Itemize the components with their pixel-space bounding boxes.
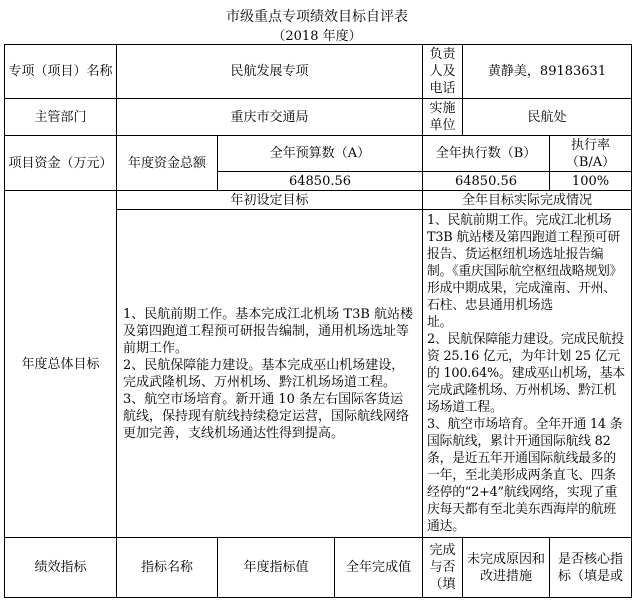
dept-value: 重庆市交通局 [117,99,423,136]
annual-fund-label: 年度资金总额 [117,136,218,191]
budget-value: 64850.56 [218,172,423,191]
perf-col-name: 指标名称 [117,538,218,598]
project-name-value: 民航发展专项 [117,45,423,99]
perf-col-target: 年度指标值 [218,538,335,598]
goal-label: 年度总体目标 [5,191,117,538]
evaluation-table [4,44,632,598]
responsible-label: 负责人及电话 [423,45,463,99]
perf-col-actual: 全年完成值 [335,538,423,598]
rate-label: 执行率（B/A） [550,136,632,172]
impl-unit-label: 实施单位 [423,99,463,136]
initial-goal-header: 年初设定目标 [117,191,423,210]
perf-col-reason: 未完成原因和改进措施 [463,538,550,598]
initial-goal-text: 1、民航前期工作。基本完成江北机场 T3B 航站楼及第四跑道工程预可研报告编制，通用机场选址等前期工作。 2、民航保障能力建设。基本完成巫山机场建设，完成武隆机场、万州机场、黔江机场场道工程。 3、航空市场培育。新开通 10 条左右国际客货运航线，保持现有航线持续稳定运营，国际航线网络更加完善，支线机场通达性得到提高。 [117,210,423,538]
impl-unit-value: 民航处 [463,99,632,136]
exec-value: 64850.56 [423,172,550,191]
budget-label: 全年预算数（A） [218,136,423,172]
actual-goal-text: 1、民航前期工作。完成江北机场 T3B 航站楼及第四跑道工程预可研报告、货运枢纽机场选址报告编制。《重庆国际航空枢纽战略规划》形成中期成果，完成潼南、开州、石柱、忠县通用机场选 址。 2、民航保障能力建设。完成民航投资 25.16 亿元，为年计划 25 亿元的 100.64%。建成巫山机场，基本完成武隆机场、万州机场、黔江机场场道工程。 3、航空市场培育。全年开通 14 条国际航线，累计开通国际航线 82 条，是近五年开通国际航线最多的一年，至北美形成两条直飞、四条经停的“2+4”航线网络，实现了重庆每天都有至北美东西海岸的航班通达。 [423,210,632,538]
exec-label: 全年执行数（B） [423,136,550,172]
actual-goal-header: 全年目标实际完成情况 [423,191,632,210]
perf-col-core: 是否核心指标（填是或 [550,538,632,598]
perf-indicator-label: 绩效指标 [5,538,117,598]
responsible-value: 黄静美，89183631 [463,45,632,99]
project-name-label: 专项（项目）名称 [5,45,117,99]
dept-label: 主管部门 [5,99,117,136]
perf-col-done: 完成与否（填 [423,538,463,598]
form-year: （2018 年度） [272,29,362,44]
rate-value: 100% [550,172,632,191]
form-title: 市级重点专项绩效目标自评表 [226,9,408,25]
fund-label: 项目资金（万元） [5,136,117,191]
